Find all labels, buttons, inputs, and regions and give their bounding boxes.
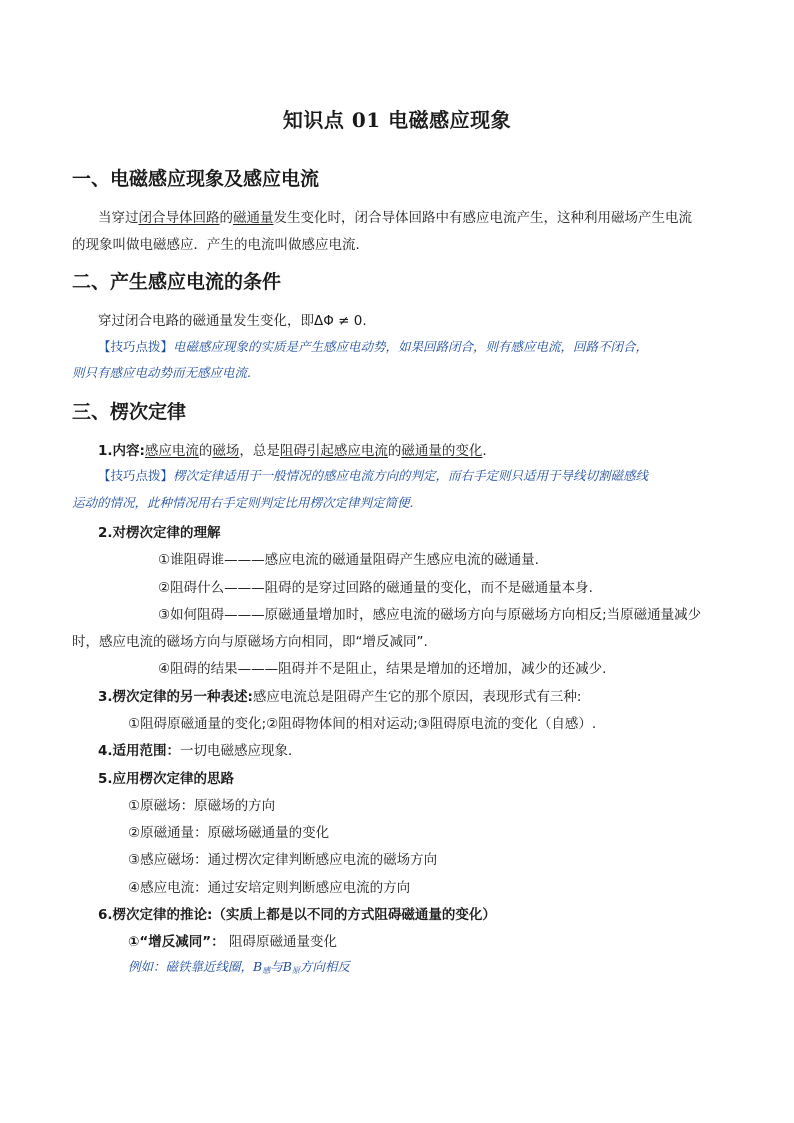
item-5-step-4: ④感应电流：通过安培定则判断感应电流的方向 bbox=[128, 880, 411, 896]
item-4 bbox=[98, 739, 302, 759]
text: 发生变化时，闭合导体回路中有感应电流产生，这种利用磁场产生电流 bbox=[273, 210, 692, 226]
item-label: 3.楞次定律的另一种表述: bbox=[98, 689, 253, 705]
underlined-term: 闭合导体回路 bbox=[138, 210, 220, 226]
item-2-point-3-line-1: ③如何阻碍———原磁通量增加时，感应电流的磁场方向与原磁场方向相反;当原磁通量减少 bbox=[158, 607, 702, 623]
section-2-condition: 穿过闭合电路的磁通量发生变化，即ΔΦ ≠ 0. bbox=[98, 313, 367, 329]
item-6-point-1 bbox=[128, 930, 337, 950]
section-3-tip-line-2: 运动的情况，此种情况用右手定则判定比用楞次定律判定简便. bbox=[72, 495, 414, 510]
section-1-heading: 一、电磁感应现象及感应电流 bbox=[72, 168, 320, 190]
symbol-b: B bbox=[282, 959, 292, 974]
item-3 bbox=[98, 685, 581, 705]
section-3-tip-line-1 bbox=[98, 466, 648, 484]
item-label: 1.内容: bbox=[98, 443, 145, 459]
subscript: 原 bbox=[291, 966, 300, 975]
symbol-b: B bbox=[253, 959, 263, 974]
item-5-step-1: ①原磁场：原磁场的方向 bbox=[128, 798, 276, 814]
text: 一切电磁感应现象． bbox=[180, 743, 302, 759]
text: 例如：磁铁靠近线圈， bbox=[128, 959, 254, 974]
item-2-point-1: ①谁阻碍谁———感应电流的磁通量阻碍产生感应电流的磁通量. bbox=[158, 552, 539, 568]
section-2-tip-line-1 bbox=[98, 337, 648, 355]
tip-tag: 【技巧点拨】 bbox=[98, 468, 174, 483]
text: 与 bbox=[270, 959, 283, 974]
item-2-point-2: ②阻碍什么———阻碍的是穿过回路的磁通量的变化，而不是磁通量本身. bbox=[158, 580, 593, 596]
item-5-heading: 5.应用楞次定律的思路 bbox=[98, 771, 235, 787]
subscript: 感 bbox=[262, 966, 271, 975]
tip-tag: 【技巧点拨】 bbox=[98, 339, 174, 354]
underlined-term: 磁通量的变化 bbox=[401, 443, 483, 459]
text: 感应电流总是阻碍产生它的那个原因，表现形式有三种: bbox=[252, 689, 582, 705]
item-5-step-2: ②原磁通量：原磁场磁通量的变化 bbox=[128, 825, 330, 841]
item-2-point-3-line-2: 时，感应电流的磁场方向与原磁场方向相同，即“增反减同”. bbox=[72, 634, 428, 650]
underlined-term: 感应电流 bbox=[144, 443, 199, 459]
item-3-forms: ①阻碍原磁通量的变化;②阻碍物体间的相对运动;③阻碍原电流的变化（自感）. bbox=[128, 716, 597, 732]
underlined-term: 磁场 bbox=[212, 443, 240, 459]
section-2-tip-line-2: 则只有感应电动势而无感应电流. bbox=[72, 365, 251, 380]
text: 当穿过 bbox=[98, 210, 139, 226]
text: 的 bbox=[387, 443, 402, 459]
tip-text: 电磁感应现象的实质是产生感应电动势，如果回路闭合，则有感应电流，回路不闭合， bbox=[173, 339, 649, 354]
text: . bbox=[482, 443, 487, 459]
section-3-heading: 三、楞次定律 bbox=[72, 401, 187, 423]
tip-text: 楞次定律适用于一般情况的感应电流方向的判定，而右手定则只适用于导线切割磁感线 bbox=[173, 468, 649, 483]
text: 的 bbox=[219, 210, 233, 226]
text: 阻碍原磁通量变化 bbox=[228, 934, 337, 950]
item-2-point-4: ④阻碍的结果———阻碍并不是阻止，结果是增加的还增加，减少的还减少. bbox=[158, 661, 607, 677]
text: ，总是 bbox=[239, 443, 280, 459]
item-2-heading: 2.对楞次定律的理解 bbox=[98, 525, 221, 541]
page-title: 知识点 01 电磁感应现象 bbox=[282, 108, 512, 132]
item-5-step-3: ③感应磁场：通过楞次定律判断感应电流的磁场方向 bbox=[128, 852, 438, 868]
item-6-example bbox=[128, 957, 350, 976]
text: 的 bbox=[198, 443, 213, 459]
section-1-paragraph-line-2: 的现象叫做电磁感应．产生的电流叫做感应电流. bbox=[72, 237, 360, 253]
underlined-term: 磁通量 bbox=[233, 210, 274, 226]
lenz-law-content bbox=[98, 439, 487, 459]
section-1-paragraph-line-1 bbox=[98, 206, 692, 226]
text: 方向相反 bbox=[299, 959, 350, 974]
item-label: ①“增反减同”： bbox=[128, 934, 225, 950]
section-2-heading: 二、产生感应电流的条件 bbox=[72, 271, 282, 293]
item-label: 4.适用范围： bbox=[98, 743, 181, 759]
underlined-term: 阻碍引起感应电流 bbox=[279, 443, 388, 459]
item-6-heading: 6.楞次定律的推论:（实质上都是以不同的方式阻碍磁通量的变化） bbox=[98, 907, 496, 923]
